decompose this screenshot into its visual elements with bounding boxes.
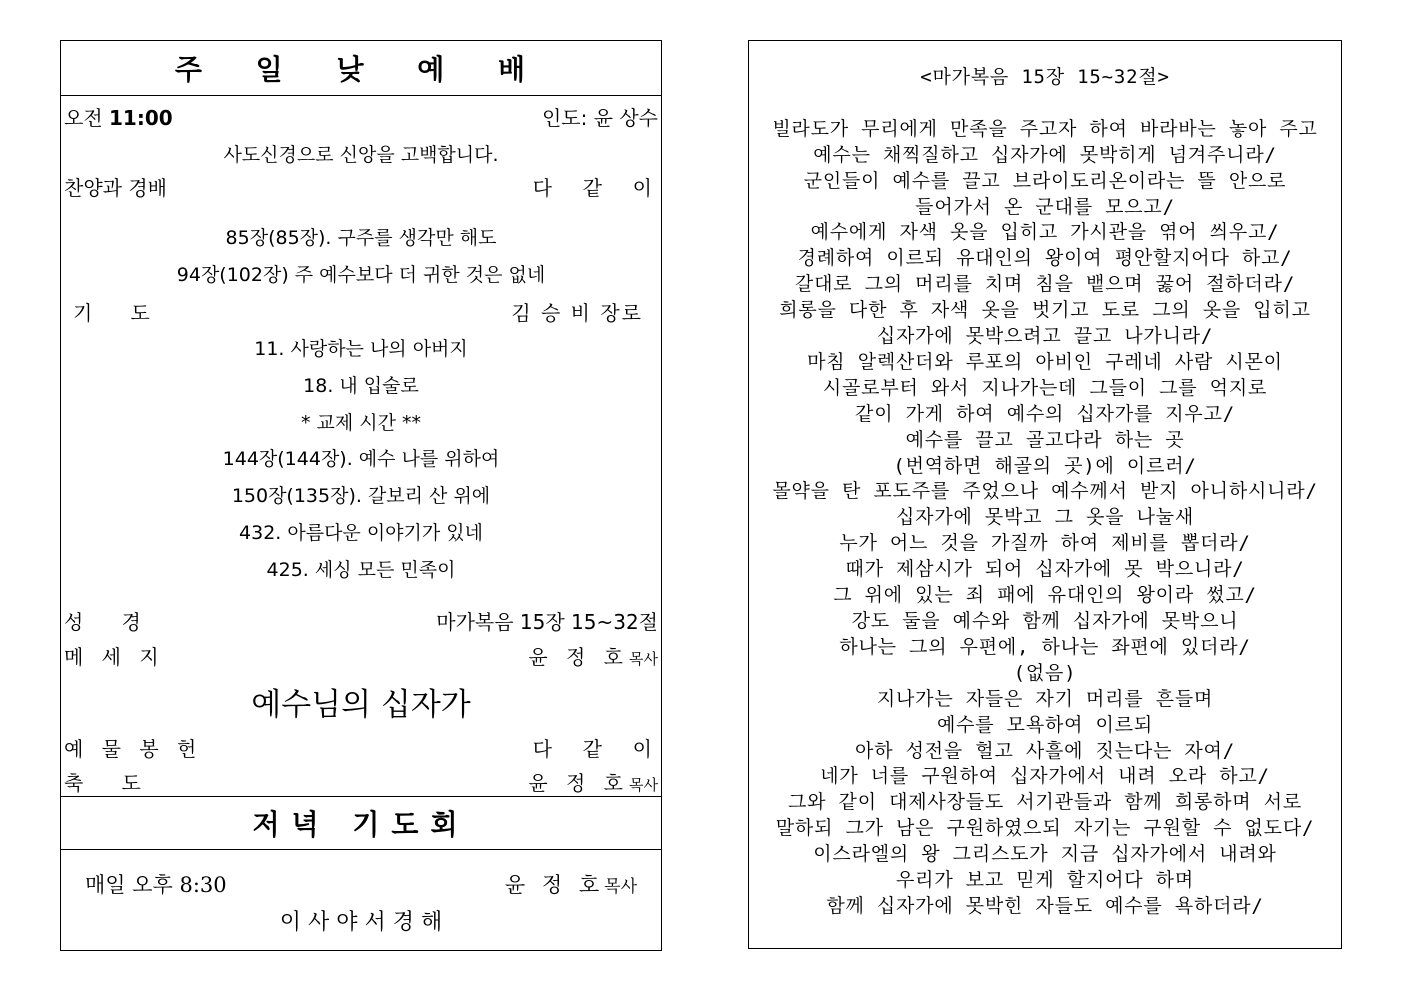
time-label: 오전 (64, 106, 103, 130)
reading-line: 마침 알렉산더와 루포의 아비인 구레네 사람 시몬이 (807, 350, 1283, 373)
service-time-row (61, 102, 661, 132)
reading-line: 경례하여 이르되 유대인의 왕이여 평안할지어다 하고/ (797, 247, 1293, 270)
reading-line: 시골로부터 와서 지나가는데 그들이 그를 억지로 (822, 376, 1268, 399)
reading-line: 말하되 그가 남은 구원하였으되 자기는 구원할 수 없도다/ (775, 817, 1315, 840)
divider (61, 849, 661, 850)
reading-line: 누가 어느 것을 가질까 하여 제비를 뽑더라/ (839, 532, 1251, 555)
benediction-row (61, 767, 661, 797)
fellowship-line: * 교제 시간 ** (300, 412, 422, 434)
song-line: 144장(144장). 예수 나를 위하여 (222, 448, 500, 470)
hymn-line: 85장(85장). 구주를 생각만 해도 (225, 227, 497, 249)
benediction-who: 윤 정 호 (528, 771, 630, 795)
benediction-label: 축 도 (64, 771, 141, 795)
scripture-label: 성 경 (64, 610, 141, 634)
reading-line: 희롱을 다한 후 자색 옷을 벗기고 도로 그의 옷을 입히고 (779, 299, 1311, 322)
reading-line: (없음) (1013, 661, 1077, 684)
hymn-line: 94장(102장) 주 예수보다 더 귀한 것은 없네 (176, 264, 546, 286)
evening-topic: 이 사 야 서 경 해 (279, 910, 443, 935)
song-line: 432. 아름다운 이야기가 있네 (239, 522, 483, 544)
scripture-row (61, 606, 661, 636)
message-row (61, 641, 661, 671)
reading-line: 십자가에 못박으려고 끌고 나가니라/ (876, 325, 1214, 348)
reading-line: 그 위에 있는 죄 패에 유대인의 왕이라 썼고/ (833, 584, 1257, 607)
reading-line: 네가 너를 구원하여 십자가에서 내려 오라 하고/ (820, 765, 1270, 788)
message-label: 메 세 지 (64, 645, 165, 669)
reading-lines (749, 117, 1341, 920)
divider (61, 95, 661, 96)
reading-line: 강도 둘을 예수와 함께 십자가에 못박으니 (851, 610, 1239, 633)
reading-line: 예수를 끌고 골고다라 하는 곳 (905, 428, 1185, 451)
offering-who: 다 같 이 (532, 737, 658, 761)
prayer-row (61, 297, 661, 327)
evening-leader-title: 목사 (604, 877, 637, 897)
reading-line: 갈대로 그의 머리를 치며 침을 뱉으며 꿇어 절하더라/ (794, 273, 1296, 296)
evening-time: 매일 오후 8:30 (85, 873, 227, 897)
offering-label: 예 물 봉 헌 (64, 737, 203, 761)
reading-line: 군인들이 예수를 끌고 브라이도리온이라는 뜰 안으로 (803, 169, 1287, 192)
scripture-ref: 마가복음 15장 15~32절 (436, 610, 658, 634)
reading-line: 몰약을 탄 포도주를 주었으나 예수께서 받지 아니하시니라/ (772, 480, 1318, 503)
blank-line (749, 91, 1341, 117)
sermon-title: 예수님의 십자가 (251, 687, 471, 723)
service-leader: 인도: 윤 상수 (541, 106, 658, 130)
reading-line: 때가 제삼시가 되어 십자가에 못 박으니라/ (845, 558, 1245, 581)
reading-line: 우리가 보고 믿게 할지어다 하며 (896, 869, 1194, 892)
song-line: 18. 내 입술로 (303, 375, 419, 397)
evening-title: 저녁 기도회 (252, 808, 470, 841)
creed-line: 사도신경으로 신앙을 고백합니다. (223, 144, 499, 166)
praise-row (61, 172, 661, 202)
reading-line: 아하 성전을 헐고 사흘에 짓는다는 자여/ (855, 739, 1235, 762)
song-line: 11. 사랑하는 나의 아버지 (254, 338, 468, 360)
reading-line: (번역하면 해골의 곳)에 이르러/ (893, 454, 1197, 477)
reading-line: 예수는 채찍질하고 십자가에 못박히게 넘겨주니라/ (813, 143, 1277, 166)
pastor-title: 목사 (629, 650, 658, 668)
reading-heading: <마가복음 15장 15~32절> (920, 66, 1170, 88)
reading-line: 하나는 그의 우편에, 하나는 좌편에 있더라/ (839, 635, 1251, 658)
reading-line: 같이 가게 하여 예수의 십자가를 지우고/ (855, 402, 1235, 425)
prayer-label: 기 도 (73, 301, 150, 325)
pastor-title: 목사 (629, 776, 658, 794)
reading-line: 그와 같이 대제사장들도 서기관들과 함께 희롱하며 서로 (788, 791, 1302, 814)
offering-row (61, 733, 661, 763)
service-order-panel (60, 40, 662, 951)
reading-line: 예수에게 자색 옷을 입히고 가시관을 엮어 씌우고/ (810, 221, 1280, 244)
reading-line: 함께 십자가에 못박힌 자들도 예수를 욕하더라/ (826, 894, 1264, 917)
time-value: 11:00 (109, 106, 173, 130)
evening-time-row (61, 869, 661, 899)
reading-line: 지나가는 자들은 자기 머리를 흔들며 (876, 687, 1214, 710)
service-title: 주 일 낮 예 배 (174, 53, 548, 86)
reading-line: 예수를 모욕하여 이르되 (936, 713, 1154, 736)
reading-line: 빌라도가 무리에게 만족을 주고자 하여 바라바는 놓아 주고 (772, 117, 1318, 140)
reading-line: 이스라엘의 왕 그리스도가 지금 십자가에서 내려와 (813, 843, 1277, 866)
prayer-who: 김 승 비 장로 (511, 301, 643, 325)
praise-who: 다 같 이 (532, 176, 658, 200)
praise-label: 찬양과 경배 (64, 176, 167, 200)
evening-leader: 윤 정 호 (504, 873, 605, 897)
reading-line: 십자가에 못박고 그 옷을 나눌새 (896, 506, 1194, 529)
scripture-reading-panel (748, 40, 1342, 949)
reading-text (749, 65, 1341, 920)
song-line: 150장(135장). 갈보리 산 위에 (231, 485, 491, 507)
message-who: 윤 정 호 (528, 645, 630, 669)
song-line: 425. 세싱 모든 민족이 (266, 559, 456, 581)
reading-line: 들어가서 온 군대를 모으고/ (915, 195, 1175, 218)
